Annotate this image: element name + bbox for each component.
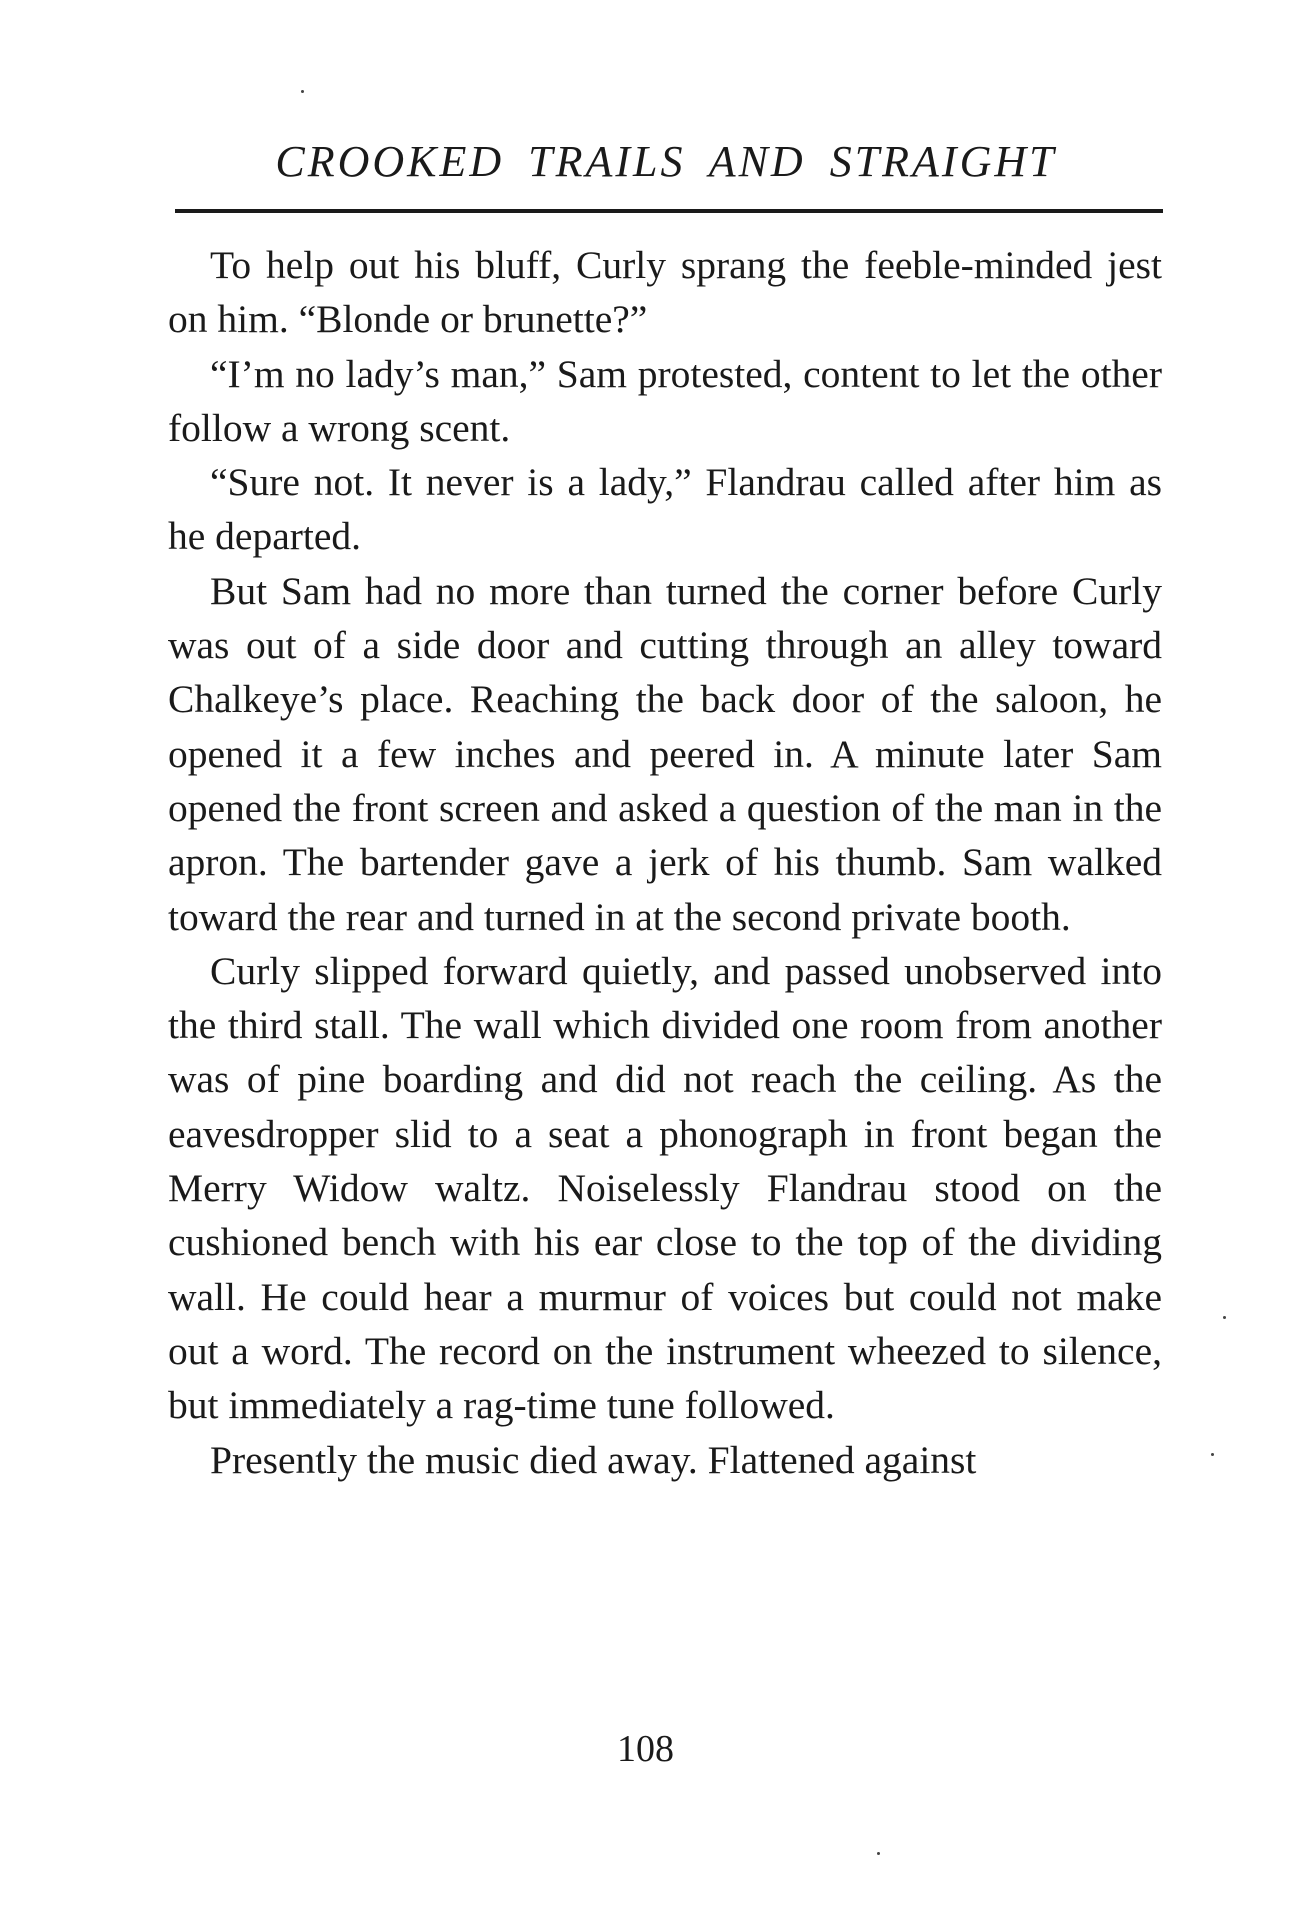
paper-speck bbox=[1211, 1453, 1214, 1456]
paragraph-4: But Sam had no more than turned the corner before Curly was out of a side door and cutting through an alley toward Chalkeye’s place. Reaching the back door of the saloon, he opened it a few inches and peered in. A minute later Sam opened the front screen and asked a question of the man in the apron. The bartender gave a jerk of his thumb. Sam walked toward the rear and turned in at the second private booth. bbox=[168, 568, 1162, 939]
paragraph-1: To help out his bluff, Curly sprang the feeble-minded jest on him. “Blonde or brunette?” bbox=[168, 243, 1162, 342]
paragraph-6: Presently the music died away. Flattened against bbox=[210, 1437, 977, 1482]
paragraph-2: “I’m no lady’s man,” Sam protested, content to let the other follow a wrong scent. bbox=[168, 351, 1162, 450]
header-rule bbox=[175, 209, 1163, 213]
page-number: 108 bbox=[617, 1728, 674, 1770]
paragraph-3: “Sure not. It never is a lady,” Flandrau called after him as he departed. bbox=[168, 460, 1162, 559]
paper-speck bbox=[877, 1852, 880, 1855]
body-text bbox=[168, 238, 1162, 1487]
paragraph-5: Curly slipped forward quietly, and passed unobserved into the third stall. The wall which divided one room from another was of pine boarding and did not reach the ceiling. As the eavesdropper slid to a seat a phonograph in front began the Merry Widow waltz. Noiselessly Flandrau stood on the cushioned bench with his ear close to the top of the dividing wall. He could hear a murmur of voices but could not make out a word. The record on the instrument wheezed to silence, but immediately a rag-time tune followed. bbox=[168, 948, 1162, 1428]
running-head: CROOKED TRAILS AND STRAIGHT bbox=[275, 137, 1057, 186]
paper-speck bbox=[1223, 1316, 1226, 1319]
paper-speck bbox=[301, 90, 304, 93]
